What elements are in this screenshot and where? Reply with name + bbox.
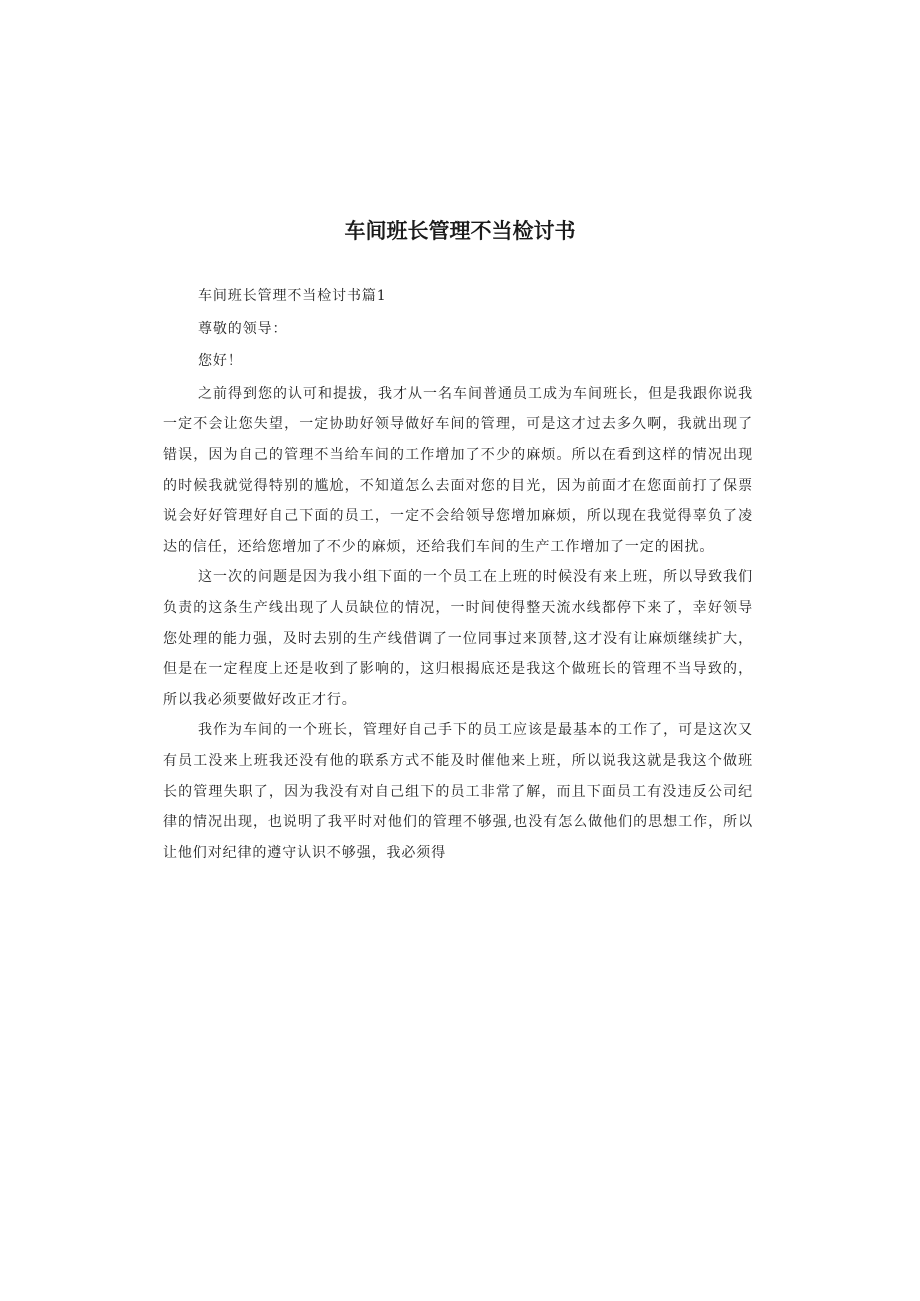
body-paragraph: 这一次的问题是因为我小组下面的一个员工在上班的时候没有来上班，所以导致我们负责的这条生产线出现了人员缺位的情况，一时间使得整天流水线都停下来了，幸好领导您处理的能力强，及时去别的生产线借调了一位同事过来顶替,这才没有让麻烦继续扩大，但是在一定程度上还是收到了影响的，这归根揭底还是我这个做班长的管理不当导致的，所以我必须要做好改正才行。 bbox=[163, 569, 753, 708]
greeting: 您好！ bbox=[198, 353, 243, 370]
salutation: 尊敬的领导： bbox=[198, 320, 288, 337]
body-paragraph: 之前得到您的认可和提拔，我才从一名车间普通员工成为车间班长，但是我跟你说我一定不会让您失望，一定协助好领导做好车间的管理，可是这才过去多久啊，我就出现了错误，因为自己的管理不当给车间的工作增加了不少的麻烦。所以在看到这样的情况出现的时候我就觉得特别的尴尬，不知道怎么去面对您的目光，因为前面才在您面前打了保票说会好好管理好自己下面的员工，一定不会给领导您增加麻烦，所以现在我觉得辜负了凌达的信任，还给您增加了不少的麻烦，还给我们车间的生产工作增加了一定的困扰。 bbox=[163, 385, 753, 555]
section-heading: 车间班长管理不当检讨书篇1 bbox=[198, 288, 387, 304]
document-body bbox=[163, 281, 753, 868]
body-paragraph: 我作为车间的一个班长，管理好自己手下的员工应该是最基本的工作了，可是这次又有员工没来上班我还没有他的联系方式不能及时催他来上班，所以说我这就是我这个做班长的管理失职了，因为我没有对自己组下的员工非常了解，而且下面员工有没违反公司纪律的情况出现，也说明了我平时对他们的管理不够强,也没有怎么做他们的思想工作，所以让他们对纪律的遵守认识不够强，我必须得 bbox=[163, 722, 753, 861]
document-title: 车间班长管理不当检讨书 bbox=[344, 219, 576, 243]
